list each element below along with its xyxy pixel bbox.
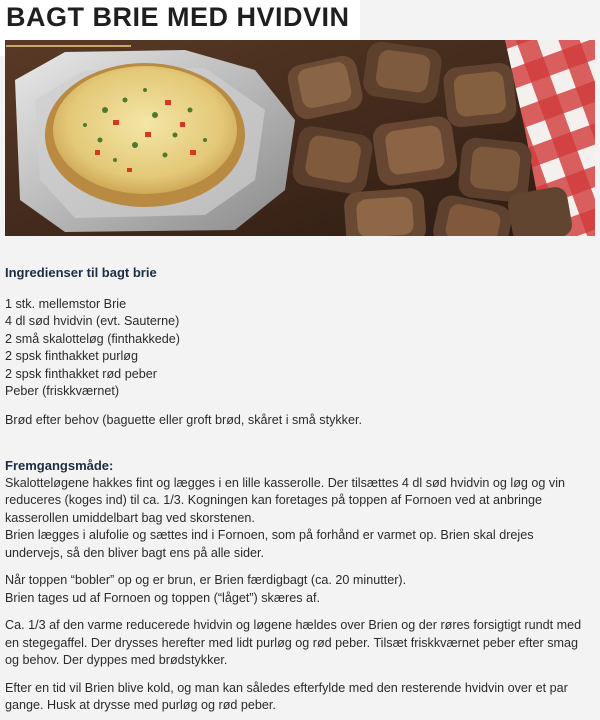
recipe-content: [5, 264, 595, 715]
method-paragraph: Når toppen “bobler” op og er brun, er Brien færdigbagt (ca. 20 minutter).: [5, 573, 407, 587]
ingredient-item: Peber (friskkværnet): [5, 384, 120, 398]
method-paragraph: Brien tages ud af Fornoen og toppen (“låget”) skæres af.: [5, 590, 321, 605]
method-paragraph: Skalotteløgene hakkes fint og lægges i en lille kasserolle. Der tilsættes 4 dl sød hvidvin og løg og vin reduceres (koges ind) til ca. 1/3. Kogningen kan foretages på toppen af Fornoen ved at anbringe kasserollen umiddelbart bag ved skorstenen.: [5, 475, 565, 525]
ingredients-heading: Ingredienser til bagt brie: [5, 265, 157, 280]
ingredient-item: 1 stk. mellemstor Brie: [5, 296, 127, 311]
title-underline: [6, 45, 131, 47]
bread-note: Brød efter behov (baguette eller groft brød, skåret i små stykker.: [5, 412, 362, 427]
ingredient-item: 2 spsk finthakket purløg: [5, 349, 138, 363]
method-paragraph: Brien lægges i alufolie og sættes ind i Fornoen, som på forhånd er varmet op. Brien skal drejes undervejs, så den bliver bagt ens på alle sider.: [5, 528, 534, 560]
ingredient-item: 2 spsk finthakket rød peber: [5, 366, 157, 381]
method-paragraph: Ca. 1/3 af den varme reducerede hvidvin og løgene hældes over Brien og der røres forsigtigt rundt med en stegegaffel. Der drysses herefter med lidt purløg og rød peber. Tilsæt friskkværnet peber efter smag og behov. Der dyppes med brødstykker.: [5, 618, 582, 667]
ingredient-item: 2 små skalotteløg (finthakkede): [5, 331, 180, 346]
page-title: BAGT BRIE MED HVIDVIN: [6, 2, 350, 32]
method-paragraph: Efter en tid vil Brien blive kold, og man kan således efterfylde med den resterende hvidvin over et par gange. Husk at drysse med purløg og rød peber.: [5, 680, 568, 712]
ingredient-item: 4 dl sød hvidvin (evt. Sauterne): [5, 314, 180, 328]
recipe-photo: [5, 40, 595, 236]
method-heading: Fremgangsmåde:: [5, 458, 114, 473]
